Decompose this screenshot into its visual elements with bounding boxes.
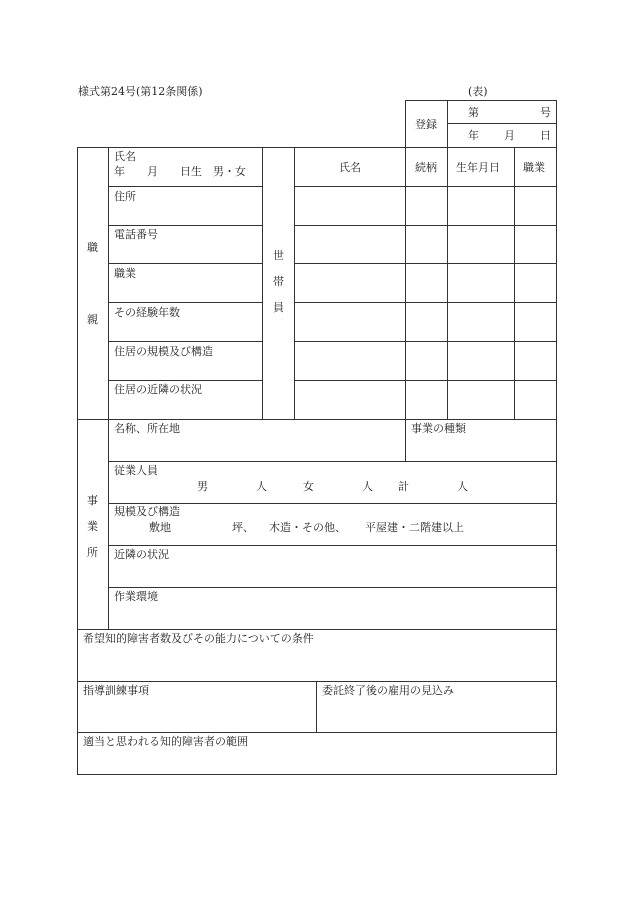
- suitable-range-label: 適当と思われる知的障害者の範囲: [83, 735, 248, 748]
- tsubo-label: 坪、: [232, 521, 254, 534]
- household-header-name: 氏名: [339, 161, 361, 174]
- employees-female-unit: 人: [362, 480, 373, 493]
- business-side-char-3: 所: [87, 546, 98, 559]
- parent-side-char-1: 職: [87, 241, 98, 254]
- parent-residence-structure-label: 住居の規模及び構造: [114, 345, 213, 358]
- parent-address-label: 住所: [114, 190, 136, 203]
- employees-total-label: 計: [398, 480, 409, 493]
- registration-month: 月: [504, 129, 515, 142]
- employees-label: 従業人員: [114, 464, 158, 477]
- parent-side-char-2: 親: [87, 313, 98, 326]
- scale-structure-label: 規模及び構造: [114, 505, 180, 518]
- site-area-label: 敷地: [149, 521, 171, 534]
- business-neighborhood-label: 近隣の状況: [114, 548, 169, 561]
- side-label: (表): [468, 85, 488, 98]
- household-header-occupation: 職業: [523, 161, 545, 174]
- parent-phone-label: 電話番号: [114, 228, 158, 241]
- business-side-char-1: 事: [87, 494, 98, 507]
- conditions-label: 希望知的障害者数及びその能力についての条件: [83, 632, 314, 645]
- training-items-label: 指導訓練事項: [83, 684, 149, 697]
- parent-birth-line: 年 月 日生 男・女: [114, 165, 246, 178]
- parent-experience-label: その経験年数: [114, 306, 180, 319]
- business-type-label: 事業の種類: [411, 422, 466, 435]
- household-side-char-3: 員: [273, 301, 284, 314]
- household-side-char-1: 世: [273, 249, 284, 262]
- floors-label: 平屋建・二階建以上: [365, 521, 464, 534]
- parent-name-label: 氏名: [114, 150, 136, 163]
- parent-occupation-label: 職業: [114, 267, 136, 280]
- parent-residence-neighborhood-label: 住居の近隣の状況: [114, 383, 202, 396]
- household-header-relation: 続柄: [415, 161, 437, 174]
- registration-year: 年: [468, 129, 479, 142]
- work-environment-label: 作業環境: [114, 590, 158, 603]
- construction-label: 木造・その他、: [269, 521, 346, 534]
- form-title: 様式第24号(第12条関係): [78, 85, 203, 98]
- registration-number-suffix: 号: [540, 106, 551, 119]
- employees-male-unit: 人: [256, 480, 267, 493]
- business-name-location-label: 名称、所在地: [114, 422, 180, 435]
- registration-label: 登録: [415, 118, 437, 131]
- registration-day: 日: [540, 129, 551, 142]
- employees-male-label: 男: [197, 480, 208, 493]
- household-header-birthdate: 生年月日: [456, 161, 500, 174]
- registration-number-prefix: 第: [468, 106, 479, 119]
- employees-total-unit: 人: [457, 480, 468, 493]
- household-side-char-2: 帯: [273, 275, 284, 288]
- employment-outlook-label: 委託終了後の雇用の見込み: [322, 684, 454, 697]
- business-side-char-2: 業: [87, 520, 98, 533]
- employees-female-label: 女: [303, 480, 314, 493]
